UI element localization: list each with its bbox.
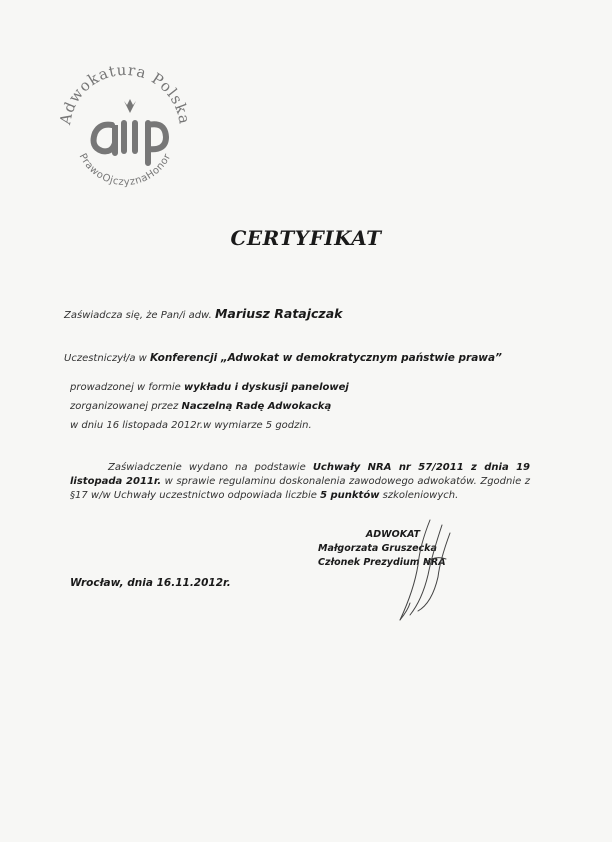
page-title: CERTYFIKAT (230, 226, 382, 250)
organizer-name: Naczelną Radę Adwokacką (181, 401, 332, 412)
paragraph-intro: Zaświadczenie wydano na podstawie (108, 462, 313, 473)
training-points: 5 punktów (320, 490, 380, 501)
participation-prefix: Uczestniczył/a w (64, 353, 151, 364)
event-form: wykładu i dyskusji panelowej (184, 382, 349, 393)
paragraph-body: w sprawie regulaminu doskonalenia zawodowego adwokatów. Zgodnie z §17 w/w Uchwały uczestnictwo odpowiada liczbie (70, 476, 531, 501)
logo-arc-text: Adwokatura Polska (56, 60, 194, 127)
signatory-position: Członek Prezydium NRA (318, 557, 446, 568)
participation-line (64, 352, 502, 364)
form-line (70, 382, 349, 393)
paragraph-end: szkoleniowych. (379, 490, 459, 501)
advocates-bar-logo-icon (40, 45, 210, 215)
organizer-line (70, 401, 331, 412)
resolution-reference: Uchwały NRA nr 57/2011 z dnia 19 listopada 2011r. (70, 462, 531, 487)
logo-motto-text: PrawoOjczyznaHonor (76, 151, 174, 189)
handwritten-signature (380, 515, 460, 625)
legal-basis-paragraph (70, 461, 530, 503)
attestation-prefix: Zaświadcza się, że Pan/i adw. (64, 310, 212, 321)
attendee-name: Mariusz Ratajczak (214, 306, 343, 321)
signatory-role: ADWOKAT (365, 529, 420, 540)
date-duration-line: w dniu 16 listopada 2012r.w wymiarze 5 godzin. (70, 420, 312, 431)
svg-text:PrawoOjczyznaHonor (77, 152, 174, 189)
signatory-name: Małgorzata Gruszecka (318, 543, 437, 554)
attestation-line (64, 306, 342, 321)
svg-text:Adwokatura Polska (56, 61, 194, 127)
organizer-prefix: zorganizowanej przez (70, 401, 182, 412)
form-prefix: prowadzonej w formie (70, 382, 185, 393)
event-name: Konferencji „Adwokat w demokratycznym państwie prawa” (150, 352, 502, 364)
place-and-date: Wrocław, dnia 16.11.2012r. (70, 577, 231, 589)
